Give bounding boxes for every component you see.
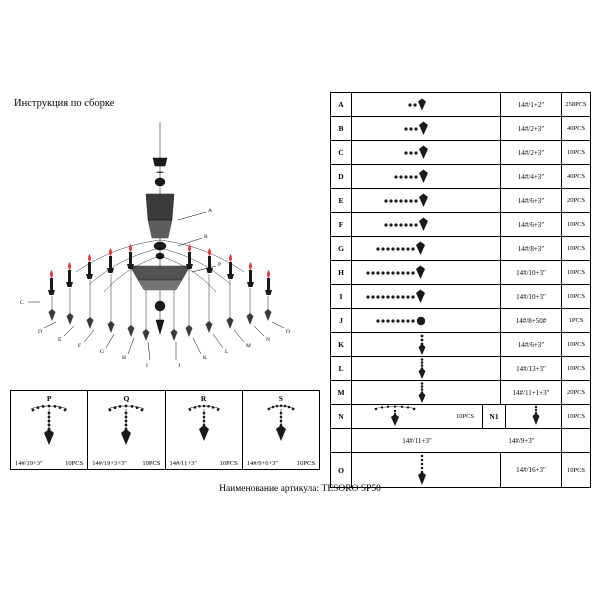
row-qty: 10PCS [562, 261, 591, 285]
row-art [352, 93, 501, 117]
row-qty: 10PCS [562, 213, 591, 237]
row-letter: N [331, 405, 352, 429]
table-row [331, 381, 591, 405]
row-art [352, 141, 501, 165]
row-art [352, 165, 501, 189]
row-art [352, 189, 501, 213]
bottom-cell-r [166, 391, 243, 469]
row-code: 14#/4+3" [501, 165, 562, 189]
row-art [352, 117, 501, 141]
table-row [331, 261, 591, 285]
table-row [331, 117, 591, 141]
bottom-cell-code: 14#/19+3+3" [92, 460, 127, 467]
row-code: 14#/11+3" [402, 436, 432, 445]
row-qty: 40PCS [562, 165, 591, 189]
row-art [352, 381, 501, 405]
page-title: Инструкция по сборке [14, 98, 115, 109]
svg-text:O: O [286, 329, 290, 335]
row-art-split [352, 405, 562, 429]
row-art [352, 453, 501, 488]
row-code: 14#/8+3" [501, 237, 562, 261]
row-code: 14#/2+3" [501, 141, 562, 165]
row-qty: 10PCS [455, 413, 475, 420]
svg-text:L: L [225, 349, 229, 355]
row-letter: M [331, 381, 352, 405]
part-art-n1 [505, 405, 566, 428]
svg-text:M: M [246, 343, 251, 349]
row-code: 14#/2+3" [501, 117, 562, 141]
svg-text:N: N [266, 337, 270, 343]
row-qty: 10PCS [562, 285, 591, 309]
bottom-cell-code: 14#/19+3" [15, 460, 43, 467]
row-qty: 10PCS [562, 333, 591, 357]
row-qty: 40PCS [562, 117, 591, 141]
row-letter: A [331, 93, 352, 117]
bottom-cell-letter: S [278, 394, 283, 403]
svg-text:A: A [208, 208, 212, 214]
row-letter: D [331, 165, 352, 189]
row-qty: 10PCS [562, 237, 591, 261]
row-art [352, 285, 501, 309]
row-code: 14#/10+3" [501, 285, 562, 309]
row-letter: K [331, 333, 352, 357]
part-art-p [11, 403, 87, 449]
part-art-q [88, 403, 164, 449]
table-row [331, 189, 591, 213]
svg-text:I: I [146, 363, 148, 369]
svg-text:E: E [58, 337, 62, 343]
bottom-cell-qty: 10PCS [219, 460, 238, 467]
part-art-s [243, 403, 319, 449]
bottom-cell-s [243, 391, 319, 469]
part-art-r [166, 403, 242, 449]
row-code: 14#/11+1+3" [501, 381, 562, 405]
parts-table [330, 92, 591, 488]
svg-text:B: B [204, 234, 208, 240]
table-row-split [331, 405, 591, 429]
row-qty: 10PCS [562, 141, 591, 165]
row-letter: E [331, 189, 352, 213]
svg-text:J: J [178, 363, 181, 369]
table-row [331, 333, 591, 357]
row-codes-split [352, 429, 562, 453]
row-letter-2: N1 [482, 405, 505, 428]
bottom-cell-q [88, 391, 165, 469]
bottom-cell-letter: R [200, 394, 207, 403]
row-letter: O [331, 453, 352, 488]
table-row-split-codes [331, 429, 591, 453]
bottom-cell-qty: 10PCS [142, 460, 161, 467]
row-letter: G [331, 237, 352, 261]
row-qty: 258PCS [562, 93, 591, 117]
bottom-parts-table [10, 390, 320, 470]
row-letter: L [331, 357, 352, 381]
table-row [331, 237, 591, 261]
svg-text:D: D [38, 329, 42, 335]
article-caption: Наименование артикула: TESORO SP50 [219, 484, 381, 494]
row-qty: 20PCS [562, 189, 591, 213]
row-letter: C [331, 141, 352, 165]
table-row [331, 285, 591, 309]
bottom-cell-qty: 10PCS [296, 460, 315, 467]
row-letter: F [331, 213, 352, 237]
row-art [352, 213, 501, 237]
row-art [352, 237, 501, 261]
svg-text:H: H [122, 355, 126, 361]
svg-text:F: F [78, 343, 82, 349]
table-row [331, 453, 591, 488]
row-letter: H [331, 261, 352, 285]
part-art-n [352, 405, 448, 428]
row-letter: B [331, 117, 352, 141]
row-code: 14#/10+3" [501, 261, 562, 285]
bottom-cell-code: 14#/11+3" [169, 460, 197, 467]
row-letter: J [331, 309, 352, 333]
row-qty: 10PCS [562, 357, 591, 381]
svg-text:C: C [20, 300, 24, 306]
bottom-cell-p [11, 391, 88, 469]
bottom-cell-letter: P [46, 394, 52, 403]
svg-text:P: P [218, 262, 222, 268]
svg-text:K: K [203, 355, 207, 361]
svg-text:G: G [100, 349, 104, 355]
chandelier-diagram [10, 120, 310, 390]
table-row [331, 165, 591, 189]
row-code: 14#/13+3" [501, 357, 562, 381]
table-row [331, 357, 591, 381]
table-row [331, 93, 591, 117]
row-code: 14#/6+3" [501, 189, 562, 213]
bottom-cell-letter: Q [123, 394, 130, 403]
row-code: 14#/1+2" [501, 93, 562, 117]
row-art [352, 261, 501, 285]
row-art [352, 357, 501, 381]
row-code: 14#/6+3" [501, 333, 562, 357]
row-code: 14#/8+50# [501, 309, 562, 333]
row-code-2: 14#/9+3" [508, 436, 535, 445]
row-qty-2: 10PCS [562, 405, 591, 429]
row-letter: I [331, 285, 352, 309]
row-art [352, 333, 501, 357]
row-qty: 10PCS [562, 453, 591, 488]
row-code: 14#/16+3" [501, 453, 562, 488]
row-qty: 20PCS [562, 381, 591, 405]
row-qty: 1PCS [562, 309, 591, 333]
table-row [331, 141, 591, 165]
row-qty-blank [562, 429, 591, 453]
row-code: 14#/6+3" [501, 213, 562, 237]
row-art [352, 309, 501, 333]
row-letter-blank [331, 429, 352, 453]
bottom-cell-qty: 10PCS [65, 460, 84, 467]
table-row [331, 213, 591, 237]
bottom-cell-code: 14#/9+6+3" [246, 460, 279, 467]
table-row [331, 309, 591, 333]
